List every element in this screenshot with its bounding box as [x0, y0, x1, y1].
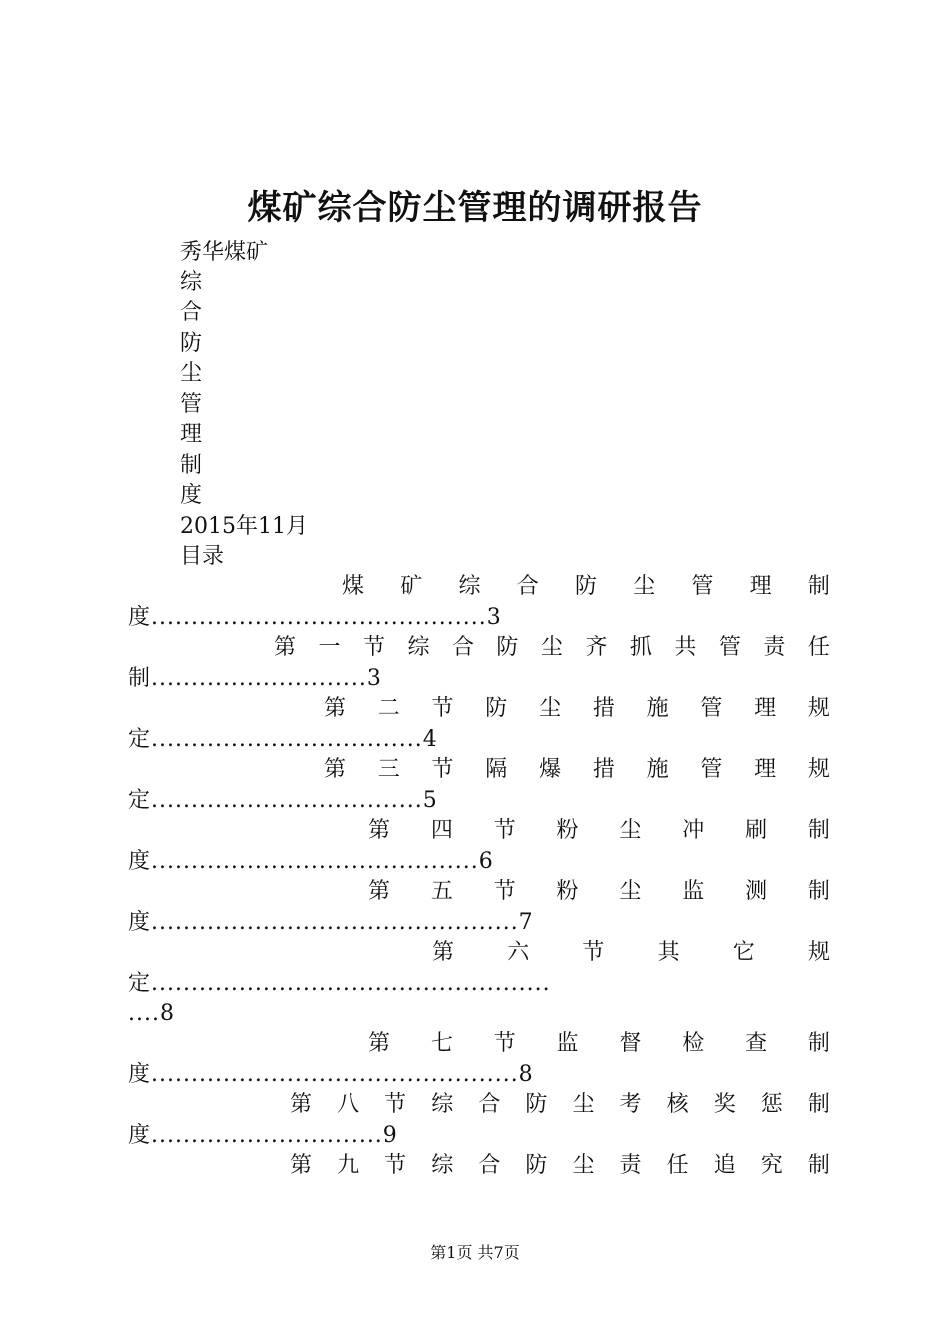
toc-title-char: 规: [807, 940, 830, 965]
toc-title-char: 第: [290, 1092, 313, 1117]
toc-entry-continuation[interactable]: 度..........................................3: [128, 605, 502, 630]
toc-title-char: 核: [666, 1092, 689, 1117]
toc-title-char: 第: [274, 635, 297, 660]
toc-title-char: 尘: [619, 818, 642, 843]
toc-title-char: 理: [754, 757, 777, 782]
toc-title-char: 责: [763, 635, 786, 660]
toc-entry-title[interactable]: [368, 816, 830, 846]
toc-entry-continuation[interactable]: 度..............................................7: [128, 910, 534, 935]
toc-title-char: 共: [674, 635, 697, 660]
toc-title-char: 节: [493, 1031, 516, 1056]
toc-title-char: 其: [657, 940, 680, 965]
toc-title-char: 制: [807, 879, 830, 904]
toc-title-char: 刷: [745, 818, 768, 843]
toc-title-char: 节: [493, 879, 516, 904]
toc-title-char: 节: [431, 757, 454, 782]
toc-title-char: 规: [807, 696, 830, 721]
toc-title-char: 合: [478, 1153, 501, 1178]
document-title: 煤矿综合防尘管理的调研报告: [247, 188, 703, 228]
toc-title-char: 粉: [556, 879, 579, 904]
toc-title-char: 综: [431, 1092, 454, 1117]
toc-title-char: 监: [682, 879, 705, 904]
toc-title-char: 合: [516, 574, 539, 599]
toc-title-char: 任: [807, 635, 830, 660]
toc-title-char: 节: [582, 940, 605, 965]
document-date: 2015年11月: [180, 514, 308, 539]
toc-title-char: 隔: [485, 757, 508, 782]
toc-title-char: 抓: [629, 635, 652, 660]
toc-label: 目录: [180, 544, 225, 569]
toc-entry-title[interactable]: [324, 694, 830, 724]
toc-title-char: 制: [807, 574, 830, 599]
toc-entry-title[interactable]: [432, 938, 830, 968]
toc-entry-title[interactable]: [368, 1029, 830, 1059]
vertical-heading-line-7: 理: [180, 422, 203, 447]
toc-title-char: 五: [430, 879, 453, 904]
toc-title-char: 管: [691, 574, 714, 599]
toc-title-char: 七: [430, 1031, 453, 1056]
toc-entry-continuation[interactable]: 度..............................................8: [128, 1062, 534, 1087]
toc-title-char: 节: [431, 696, 454, 721]
toc-entry-continuation[interactable]: 定..................................4: [128, 727, 438, 752]
vertical-heading-line-2: 综: [180, 270, 203, 295]
toc-title-char: 查: [745, 1031, 768, 1056]
toc-title-char: 尘: [540, 635, 563, 660]
toc-title-char: 理: [754, 696, 777, 721]
toc-title-char: 八: [337, 1092, 360, 1117]
toc-title-char: 防: [496, 635, 519, 660]
toc-title-char: 考: [619, 1092, 642, 1117]
page-footer: 第1页 共7页: [430, 1243, 520, 1262]
toc-title-char: 第: [290, 1153, 313, 1178]
toc-title-char: 第: [368, 1031, 391, 1056]
toc-title-char: 一: [318, 635, 341, 660]
toc-title-char: 责: [619, 1153, 642, 1178]
vertical-heading-line-5: 尘: [180, 361, 203, 386]
toc-title-char: 二: [377, 696, 400, 721]
toc-title-char: 追: [713, 1153, 736, 1178]
toc-title-char: 防: [485, 696, 508, 721]
toc-entry-title[interactable]: [368, 877, 830, 907]
toc-title-char: 第: [324, 757, 347, 782]
vertical-heading-line-1: 秀华煤矿: [180, 240, 269, 265]
toc-title-char: 尘: [572, 1153, 595, 1178]
toc-title-char: 尘: [619, 879, 642, 904]
toc-title-char: 测: [745, 879, 768, 904]
toc-title-char: 规: [807, 757, 830, 782]
toc-title-char: 检: [682, 1031, 705, 1056]
toc-title-char: 综: [431, 1153, 454, 1178]
toc-title-char: 奖: [713, 1092, 736, 1117]
toc-entry-title[interactable]: [342, 572, 830, 602]
toc-entry-continuation[interactable]: 定..................................5: [128, 788, 438, 813]
toc-entry-continuation[interactable]: 定..................................................: [128, 971, 551, 996]
toc-title-char: 措: [592, 696, 615, 721]
toc-title-char: 措: [592, 757, 615, 782]
toc-entry-continuation-2[interactable]: ....8: [128, 1001, 175, 1026]
toc-title-char: 制: [807, 1153, 830, 1178]
toc-title-char: 齐: [585, 635, 608, 660]
toc-title-char: 理: [749, 574, 772, 599]
toc-title-char: 任: [666, 1153, 689, 1178]
toc-title-char: 尘: [572, 1092, 595, 1117]
toc-title-char: 第: [368, 879, 391, 904]
toc-title-char: 管: [700, 757, 723, 782]
toc-title-char: 监: [556, 1031, 579, 1056]
toc-title-char: 爆: [539, 757, 562, 782]
toc-title-char: 合: [478, 1092, 501, 1117]
toc-title-char: 四: [430, 818, 453, 843]
toc-title-char: 督: [619, 1031, 642, 1056]
vertical-heading-line-4: 防: [180, 331, 203, 356]
toc-title-char: 防: [525, 1153, 548, 1178]
toc-title-char: 施: [646, 696, 669, 721]
toc-title-char: 第: [432, 940, 455, 965]
toc-title-char: 矿: [400, 574, 423, 599]
toc-title-char: 煤: [342, 574, 365, 599]
toc-entry-title[interactable]: [290, 1151, 830, 1181]
vertical-heading-line-8: 制: [180, 453, 203, 478]
toc-title-char: 节: [384, 1092, 407, 1117]
toc-title-char: 制: [807, 1092, 830, 1117]
toc-title-char: 六: [507, 940, 530, 965]
toc-title-char: 综: [407, 635, 430, 660]
toc-title-char: 管: [718, 635, 741, 660]
toc-title-char: 管: [700, 696, 723, 721]
toc-title-char: 合: [451, 635, 474, 660]
toc-entry-continuation[interactable]: 度.............................9: [128, 1123, 398, 1148]
toc-title-char: 制: [807, 1031, 830, 1056]
toc-entry-continuation[interactable]: 度.........................................6: [128, 849, 494, 874]
toc-title-char: 第: [368, 818, 391, 843]
toc-title-char: 尘: [539, 696, 562, 721]
vertical-heading-line-9: 度: [180, 483, 203, 508]
toc-title-char: 防: [574, 574, 597, 599]
toc-title-char: 制: [807, 818, 830, 843]
vertical-heading-line-6: 管: [180, 392, 203, 417]
toc-title-char: 它: [732, 940, 755, 965]
vertical-heading-line-3: 合: [180, 300, 203, 325]
toc-title-char: 施: [646, 757, 669, 782]
toc-title-char: 第: [324, 696, 347, 721]
toc-title-char: 节: [362, 635, 385, 660]
toc-title-char: 尘: [633, 574, 656, 599]
toc-title-char: 节: [493, 818, 516, 843]
toc-entry-continuation[interactable]: 制...........................3: [128, 666, 382, 691]
toc-title-char: 九: [337, 1153, 360, 1178]
toc-title-char: 惩: [760, 1092, 783, 1117]
toc-entry-title[interactable]: [274, 633, 830, 663]
toc-title-char: 节: [384, 1153, 407, 1178]
toc-title-char: 粉: [556, 818, 579, 843]
toc-title-char: 防: [525, 1092, 548, 1117]
toc-title-char: 冲: [682, 818, 705, 843]
toc-entry-title[interactable]: [290, 1090, 830, 1120]
toc-title-char: 三: [377, 757, 400, 782]
toc-entry-title[interactable]: [324, 755, 830, 785]
toc-title-char: 综: [458, 574, 481, 599]
toc-title-char: 究: [760, 1153, 783, 1178]
